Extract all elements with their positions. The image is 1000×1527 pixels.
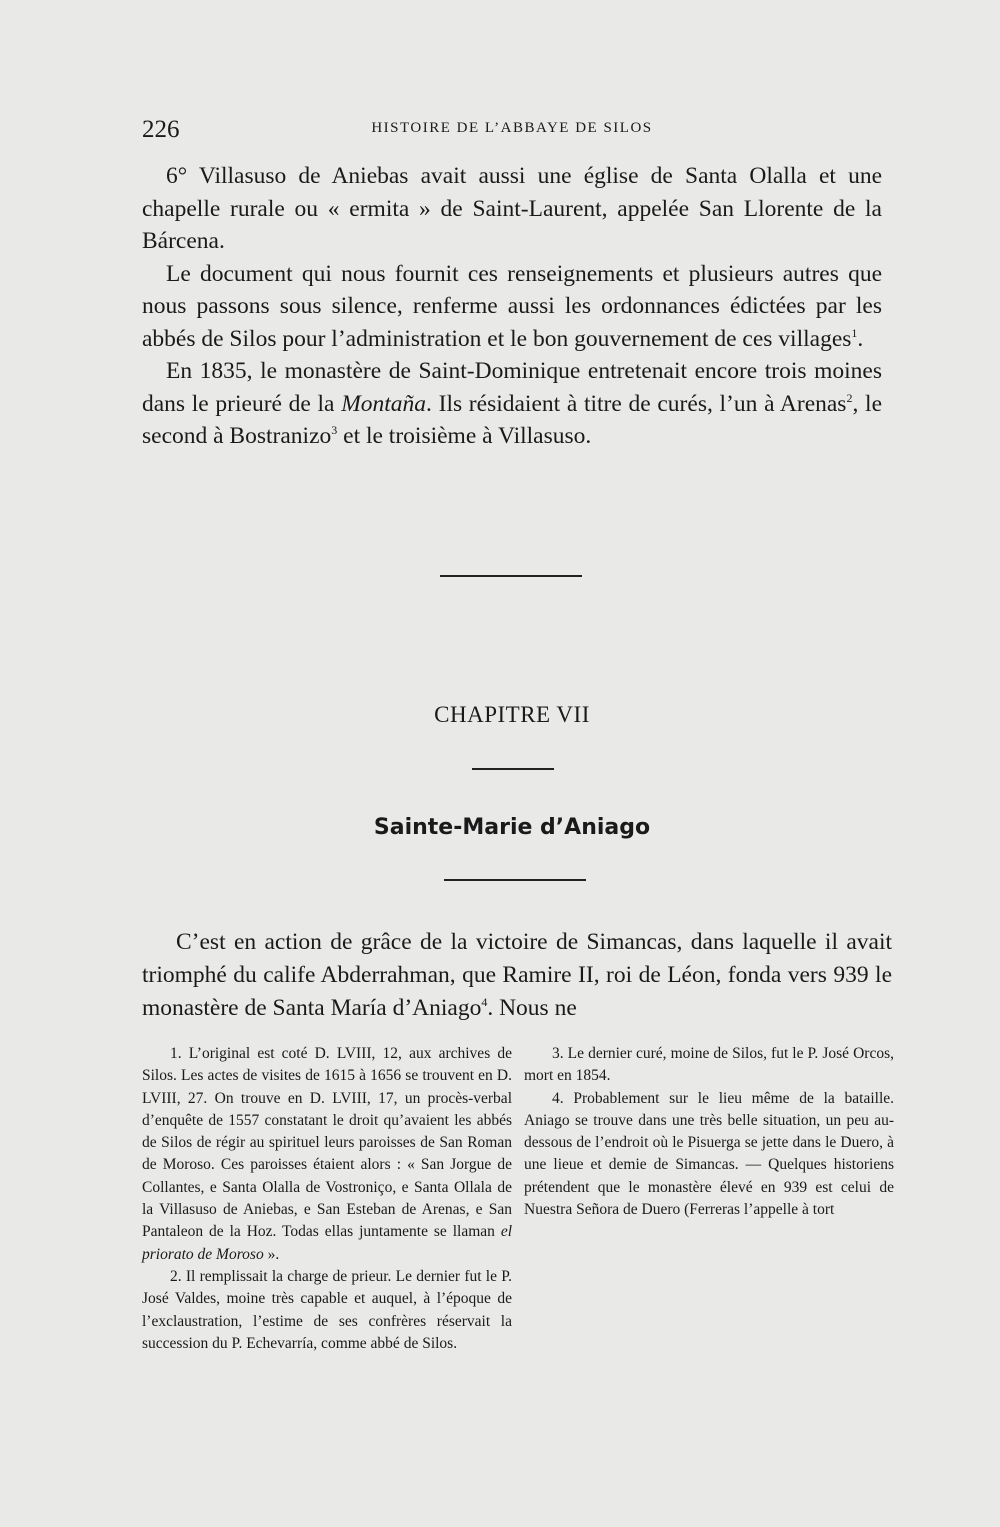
- intro-text: [142, 926, 892, 1025]
- italic-term: Montaña: [341, 390, 427, 417]
- paragraph: Le document qui nous fournit ces renseignements et plusieurs autres que nous passons sous silence, renferme aussi les ordonnances édictées par les abbés de Silos pour l’administration et le bon gouvernement de ces villages$^1$.: [142, 260, 882, 352]
- footnotes: [142, 1043, 894, 1355]
- divider-rule: [472, 768, 554, 770]
- paragraph: 6° Villasuso de Aniebas avait aussi une église de Santa Olalla et une chapelle rurale ou « ermita » de Saint-Laurent, appelée San Llorente de la Bárcena.: [142, 163, 882, 254]
- paragraph: C’est en action de grâce de la victoire de Simancas, dans laquelle il avait triomphé du calife Abderrahman, que Ramire II, roi de Léon, fonda vers 939 le monastère de Santa María d’Aniago$^4$. Nous ne: [142, 929, 892, 1021]
- chapter-heading: CHAPITRE VII: [434, 702, 590, 727]
- footnote-ref: 1: [851, 325, 858, 340]
- footnote-3: 3. Le dernier curé, moine de Silos, fut le P. José Orcos, mort en 1854.: [524, 1045, 894, 1085]
- divider-rule: [440, 575, 582, 577]
- footnote-1: 1. L’original est coté D. LVIII, 12, aux archives de Silos. Les actes de visites de 1615 à 1656 se trouvent en D. LVIII, 27. On trouve en D. LVIII, 17, un procès-verbal d’enquête de 1557 constatant le droit qu’avaient les abbés de Silos de régir au spirituel leurs paroisses de San Roman de Moroso. Ces paroisses étaient alors : « San Jorgue de Collantes, e Santa Olalla de Vostroniço, e Santa Ollala de la Villasuso de Aniebas, e San Esteban de Arenas, e San Pantaleon de la Hoz. Todas ellas juntamente se llaman el priorato de Moroso ».: [142, 1045, 512, 1263]
- footnote-ref: 2: [846, 390, 853, 405]
- running-title: HISTOIRE DE L’ABBAYE DE SILOS: [371, 120, 653, 136]
- page-header: [142, 116, 882, 146]
- footnote-ref: 3: [331, 423, 338, 438]
- divider-rule: [444, 879, 586, 881]
- footnote-column-left: [142, 1043, 512, 1355]
- footnote-column-right: [524, 1043, 894, 1355]
- page-number: 226: [142, 116, 180, 143]
- body-text: [142, 160, 882, 453]
- footnote-ref: 4: [481, 995, 488, 1010]
- footnote-2: 2. Il remplissait la charge de prieur. Le dernier fut le P. José Valdes, moine très capable et auquel, à l’époque de l’exclaustration, l’estime de ses confrères réservait la succession du P. Echevarría, comme abbé de Silos.: [142, 1267, 512, 1352]
- footnote-4: 4. Probablement sur le lieu même de la bataille. Aniago se trouve dans une très belle situation, un peu au-dessous de l’endroit où le Pisuerga se jette dans le Duero, à une lieue et demie de Simancas. — Quelques historiens prétendent que le monastère élevé en 939 est celui de Nuestra Señora de Duero (Ferreras l’appelle à tort: [524, 1089, 894, 1219]
- chapter-title: Sainte-Marie d’Aniago: [373, 815, 651, 840]
- paragraph: En 1835, le monastère de Saint-Dominique entretenait encore trois moines dans le prieuré de la Montaña. Ils résidaient à titre de curés, l’un à Arenas$^2$, le second à Bostranizo$^3$ et le troisième à Villasuso.: [142, 358, 882, 449]
